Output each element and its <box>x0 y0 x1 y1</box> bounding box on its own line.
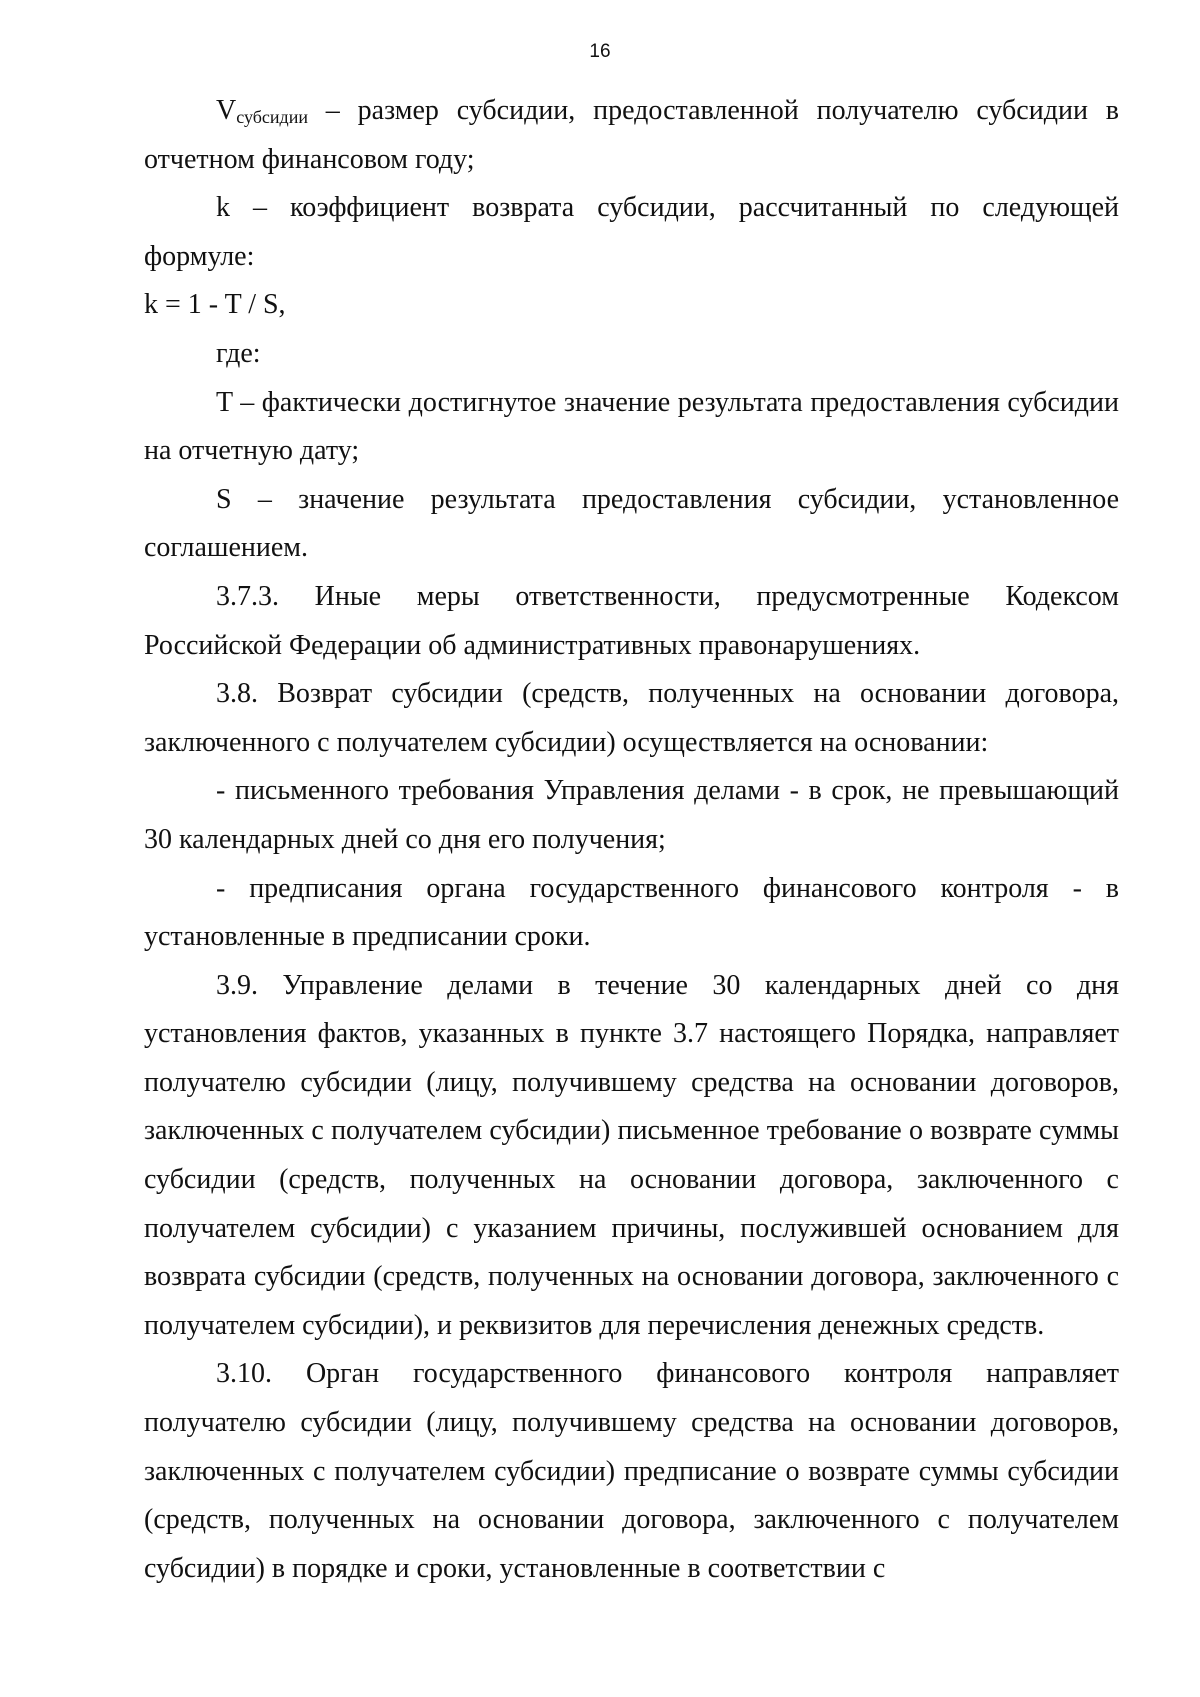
clause-3-8: 3.8. Возврат субсидии (средств, полученных на основании договора, заключенного с получателем субсидии) осуществляется на основании: <box>144 678 1119 758</box>
page-number: 16 <box>589 41 611 62</box>
definition-v-subsidy <box>144 87 1119 184</box>
document-body <box>144 87 1119 1593</box>
clause-3-10: 3.10. Орган государственного финансового контроля направляет получателю субсидии (лицу, получившему средства на основании договоров, заключенных с получателем субсидии) предписание о возврате суммы субсидии (средств, полученных на основании договора, заключенного с получателем субсидии) в порядке и сроки, установленные в соответствии с <box>144 1358 1119 1584</box>
clause-3-7-3: 3.7.3. Иные меры ответственности, предусмотренные Кодексом Российской Федерации об административных правонарушениях. <box>144 580 1119 661</box>
formula-k: k = 1 - T / S, <box>144 289 286 321</box>
variable-v-subscript: субсидии <box>236 107 308 127</box>
where-label: где: <box>216 337 261 369</box>
definition-k: k – коэффициент возврата субсидии, рассчитанный по следующей формуле: <box>144 192 1119 272</box>
definition-v-text: – размер субсидии, предоставленной получателю субсидии в отчетном финансовом году; <box>144 95 1119 175</box>
definition-t: T – фактически достигнутое значение результата предоставления субсидии на отчетную дату; <box>144 386 1119 467</box>
clause-3-9: 3.9. Управление делами в течение 30 календарных дней со дня установления фактов, указанных в пункте 3.7 настоящего Порядка, направляет получателю субсидии (лицу, получившему средства на основании договоров, заключенных с получателем субсидии) письменное требование о возврате суммы субсидии (средств, полученных на основании договора, заключенного с получателем субсидии) с указанием причины, послужившей основанием для возврата субсидии (средств, полученных на основании договора, заключенного с получателем субсидии), и реквизитов для перечисления денежных средств. <box>144 969 1119 1341</box>
definition-s: S – значение результата предоставления субсидии, установленное соглашением. <box>144 483 1119 564</box>
variable-v: V <box>216 95 237 126</box>
clause-3-8-item-2: - предписания органа государственного финансового контроля - в установленные в предписании сроки. <box>144 872 1119 953</box>
clause-3-8-item-1: - письменного требования Управления делами - в срок, не превышающий 30 календарных дней со дня его получения; <box>144 775 1119 855</box>
